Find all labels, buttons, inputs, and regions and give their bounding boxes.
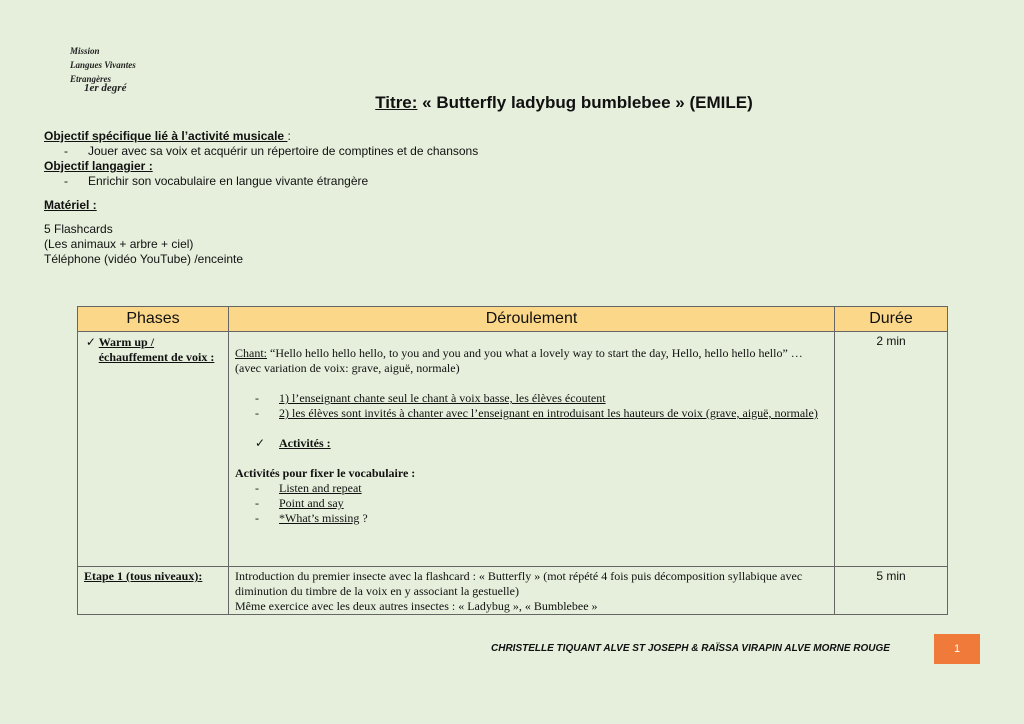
etape1-line2: Même exercice avec les deux autres insectes : « Ladybug », « Bumblebee » bbox=[235, 599, 598, 613]
objectif-langagier-heading: Objectif langagier : bbox=[44, 159, 153, 173]
header-deroulement: Déroulement bbox=[229, 307, 835, 332]
logo-line: Mission bbox=[70, 46, 100, 56]
activites-label: Activités : bbox=[279, 436, 331, 450]
check-icon: ✓ bbox=[85, 335, 96, 349]
check-icon: ✓ bbox=[255, 436, 266, 450]
objectif-langagier-text: Enrichir son vocabulaire en langue vivante étrangère bbox=[88, 174, 369, 188]
table-header-row bbox=[78, 307, 948, 332]
objectif-musical-title: Objectif spécifique lié à l’activité musicale bbox=[44, 129, 288, 143]
list-item: - Listen and repeat bbox=[255, 481, 362, 495]
deroulement-cell bbox=[229, 567, 835, 615]
materiel-item: Téléphone (vidéo YouTube) /enceinte bbox=[44, 252, 244, 266]
list-item: - Point and say bbox=[255, 496, 344, 510]
title-label: Titre: bbox=[375, 93, 418, 112]
objectif-langagier-item: - Enrichir son vocabulaire en langue vivante étrangère bbox=[64, 174, 369, 188]
mission-logo bbox=[70, 44, 136, 95]
phase-label: Etape 1 (tous niveaux): bbox=[84, 569, 203, 583]
objectif-musical-suffix: : bbox=[287, 129, 291, 143]
deroulement-cell bbox=[229, 332, 835, 567]
phase-label: Warm up / échauffement de voix : bbox=[98, 335, 215, 364]
header-duree: Durée bbox=[835, 307, 948, 332]
activity-text: *What’s missing bbox=[279, 511, 360, 525]
activites-heading: Activités pour fixer le vocabulaire : bbox=[235, 466, 416, 480]
table-row bbox=[78, 567, 948, 615]
step2-text: 2) les élèves sont invités à chanter avec l’enseignant en introduisant les hauteurs de voix (grave, aiguë, normale) bbox=[279, 406, 818, 420]
list-item: - 2) les élèves sont invités à chanter avec l’enseignant en introduisant les hauteurs de voix (grave, aiguë, normale) bbox=[255, 406, 818, 420]
duree-cell: 5 min bbox=[835, 567, 948, 615]
lesson-table bbox=[77, 306, 948, 615]
table-row bbox=[78, 332, 948, 567]
page-number: 1 bbox=[934, 634, 980, 664]
materiel-item: 5 Flashcards bbox=[44, 222, 113, 236]
chant-paragraph bbox=[235, 346, 828, 376]
materiel-item: (Les animaux + arbre + ciel) bbox=[44, 237, 194, 251]
step1-highlight: 1) l’enseignant bbox=[279, 391, 351, 405]
objectif-musical-item: - Jouer avec sa voix et acquérir un répertoire de comptines et de chansons bbox=[64, 144, 479, 158]
header-phases: Phases bbox=[78, 307, 229, 332]
step1-text: chante seul le chant à voix basse, les élèves écoutent bbox=[350, 391, 606, 405]
objectives-section bbox=[44, 129, 944, 267]
list-item: - 1) l’enseignant chante seul le chant à voix basse, les élèves écoutent bbox=[255, 391, 606, 405]
page-title bbox=[0, 93, 1024, 113]
list-item: - *What’s missing ? bbox=[255, 511, 368, 525]
phase-cell bbox=[78, 332, 229, 567]
activity-text: Point and say bbox=[279, 496, 344, 510]
materiel-heading: Matériel : bbox=[44, 198, 97, 212]
logo-line: Etrangères bbox=[70, 74, 112, 84]
activity-text: Listen and repeat bbox=[279, 481, 362, 495]
objectif-musical-text: Jouer avec sa voix et acquérir un répertoire de comptines et de chansons bbox=[88, 144, 479, 158]
footer-authors: CHRISTELLE TIQUANT ALVE ST JOSEPH & RAÏSSA VIRAPIN ALVE MORNE ROUGE bbox=[491, 643, 890, 654]
logo-line: 1er degré bbox=[84, 82, 127, 94]
materiel-list bbox=[44, 222, 944, 267]
chant-label: Chant: bbox=[235, 346, 267, 360]
title-text: « Butterfly ladybug bumblebee » (EMILE) bbox=[417, 93, 753, 112]
chant-text: “Hello hello hello hello, to you and you and you what a lovely way to start the day, Hello, hello hello hello” … (avec variation de voix: grave, aiguë, normale) bbox=[235, 346, 803, 375]
activites-line bbox=[235, 436, 828, 451]
activites-list bbox=[235, 481, 828, 526]
phase-cell bbox=[78, 567, 229, 615]
etape1-line1: Introduction du premier insecte avec la flashcard : « Butterfly » (mot répété 4 fois puis décomposition syllabique avec diminution du timbre de la voix en y associant la gestuelle) bbox=[235, 569, 803, 598]
chant-steps bbox=[235, 391, 828, 421]
duree-cell: 2 min bbox=[835, 332, 948, 567]
logo-line: Langues Vivantes bbox=[70, 60, 136, 70]
objectif-musical-heading bbox=[44, 129, 944, 144]
activity-suffix: ? bbox=[359, 511, 368, 525]
